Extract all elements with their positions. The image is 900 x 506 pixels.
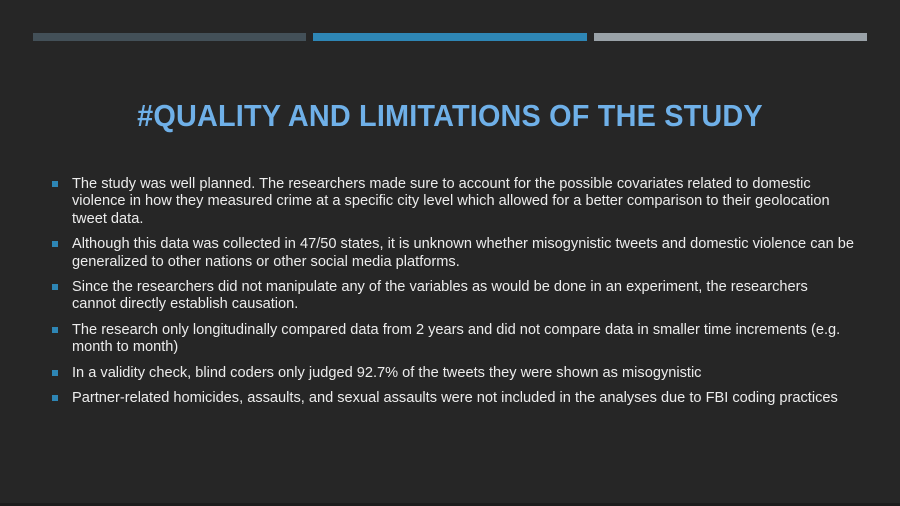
bullet-text: In a validity check, blind coders only judged 92.7% of the tweets they were shown as misogynistic	[72, 364, 702, 381]
square-bullet-icon	[52, 241, 58, 247]
top-bar-dark	[33, 33, 306, 41]
square-bullet-icon	[52, 395, 58, 401]
decorative-top-bars	[33, 33, 867, 41]
bullet-item	[50, 390, 855, 407]
bullet-item	[50, 236, 855, 271]
square-bullet-icon	[52, 327, 58, 333]
bullet-text: Although this data was collected in 47/50 states, it is unknown whether misogynistic tweets and domestic violence can be generalized to other nations or other social media platforms.	[72, 236, 855, 270]
slide-title[interactable]: #QUALITY AND LIMITATIONS OF THE STUDY	[137, 98, 763, 133]
square-bullet-icon	[52, 370, 58, 376]
bullet-item	[50, 176, 855, 228]
bullet-text: The study was well planned. The researchers made sure to account for the possible covariates related to domestic violence in how they measured crime at a specific city level which allowed for a better comparison to their geolocation tweet data.	[72, 176, 830, 227]
top-bar-gray	[594, 33, 867, 41]
bullet-item	[50, 279, 855, 314]
bullet-item	[50, 322, 855, 357]
square-bullet-icon	[52, 284, 58, 290]
top-bar-blue	[313, 33, 587, 41]
bullet-text: Since the researchers did not manipulate any of the variables as would be done in an experiment, the researchers cannot directly establish causation.	[72, 279, 808, 313]
bullet-item	[50, 365, 855, 382]
bullet-text: The research only longitudinally compared data from 2 years and did not compare data in smaller time increments (e.g. month to month)	[72, 321, 841, 356]
square-bullet-icon	[52, 181, 58, 187]
bullet-text: Partner-related homicides, assaults, and sexual assaults were not included in the analyses due to FBI coding practices	[72, 390, 838, 407]
bullet-list[interactable]	[50, 176, 855, 415]
